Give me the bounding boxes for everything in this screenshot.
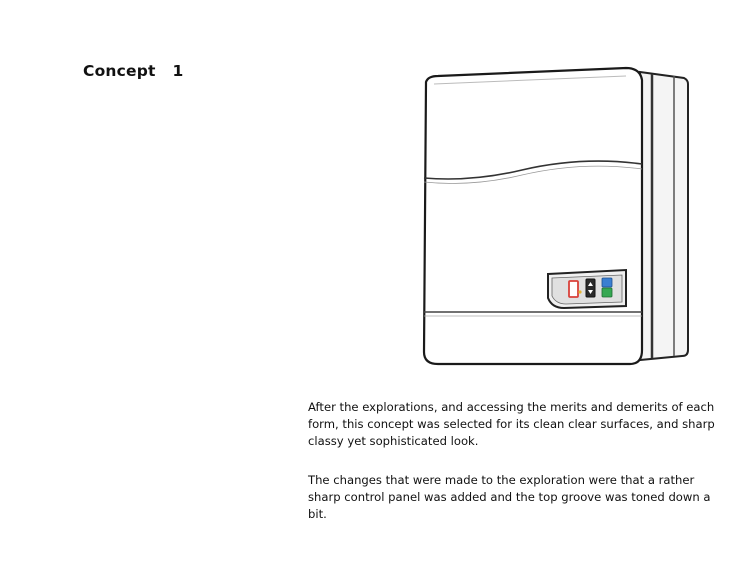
side-panel xyxy=(640,72,688,360)
panel-button-blue-icon xyxy=(602,278,612,287)
front-face xyxy=(424,68,642,364)
panel-button-dark-icon xyxy=(586,279,595,297)
description-paragraph-1: After the explorations, and accessing the merits and demerits of each form, this concept was selected for its clean clear surfaces, and sharp classy yet sophisticated look. xyxy=(308,400,715,448)
panel-button-red-icon xyxy=(569,281,578,297)
product-sketch xyxy=(412,60,702,372)
control-panel xyxy=(548,270,626,308)
description-paragraph-2: The changes that were made to the exploration were that a rather sharp control panel was added and the top groove was toned down a bit. xyxy=(308,473,711,521)
panel-indicator-yellow-icon xyxy=(578,290,581,293)
page-title: Concept 1 xyxy=(83,62,184,80)
panel-button-green-icon xyxy=(602,288,612,297)
